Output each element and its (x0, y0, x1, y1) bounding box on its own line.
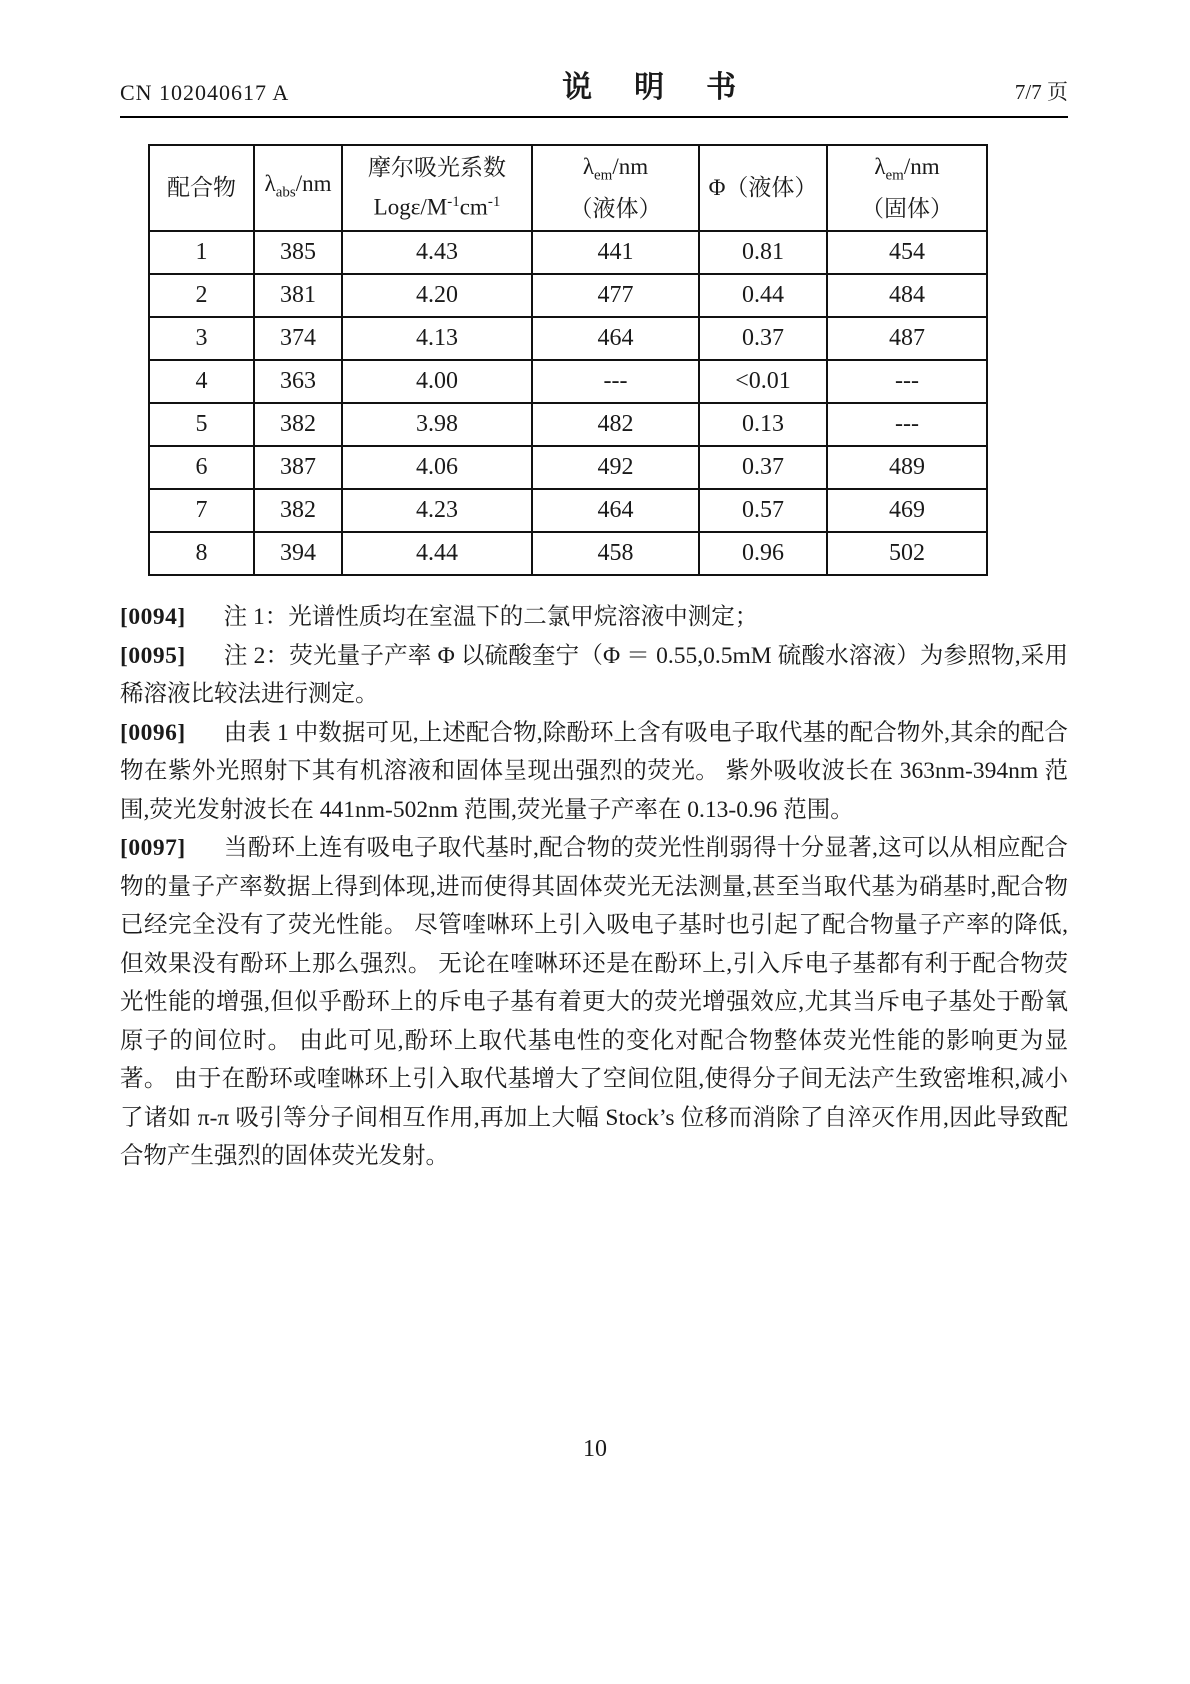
page-number: 10 (583, 1436, 607, 1462)
table-cell: 0.96 (699, 532, 827, 575)
paragraph-0097 (120, 829, 1068, 1176)
molar-sup1: -1 (447, 194, 460, 211)
table-row (149, 317, 987, 360)
table-cell: 3 (149, 317, 254, 360)
em-liquid-base: λ (582, 153, 595, 179)
table-cell: 2 (149, 274, 254, 317)
document-number: CN 102040617 A (120, 80, 290, 105)
table-cell: 482 (532, 403, 699, 446)
em-liquid-unit: /nm (612, 153, 649, 179)
table-cell: 441 (532, 231, 699, 274)
table-row (149, 489, 987, 532)
table-row (149, 446, 987, 489)
table-header-row (149, 145, 987, 231)
document-header (120, 0, 1068, 118)
table-cell: 363 (254, 360, 342, 403)
col-header-compound: 配合物 (149, 145, 254, 231)
molar-sup2: -1 (487, 194, 501, 211)
table-cell: 458 (532, 532, 699, 575)
paragraph-text: 由表 1 中数据可见,上述配合物,除酚环上含有吸电子取代基的配合物外,其余的配合物在紫外光照射下其有机溶液和固体呈现出强烈的荧光。 紫外吸收波长在 363nm-394nm 范围,荧光发射波长在 441nm-502nm 范围,荧光量子产率在 0.13-0.96 范围。 (120, 719, 1068, 823)
table-cell: 502 (827, 532, 987, 575)
table-head (149, 145, 987, 231)
table-cell: 4.23 (342, 489, 532, 532)
paragraph-text: 注 1：光谱性质均在室温下的二氯甲烷溶液中测定； (223, 604, 759, 630)
table-cell: 0.57 (699, 489, 827, 532)
table-cell: 464 (532, 317, 699, 360)
table-cell: 5 (149, 403, 254, 446)
lambda-abs-base: λ (264, 170, 276, 196)
table-body (149, 231, 987, 575)
table-cell: 489 (827, 446, 987, 489)
table-cell: 6 (149, 446, 254, 489)
paragraph-0095 (120, 637, 1068, 714)
table-cell: 382 (254, 403, 342, 446)
table-wrapper (148, 144, 1068, 576)
molar-line2 (347, 185, 527, 225)
spectroscopy-table (148, 144, 988, 576)
molar-cm: cm (459, 194, 488, 220)
paragraph-tag: [0096] (120, 719, 186, 746)
col-header-phi-liquid: Φ（液体） (699, 145, 827, 231)
table-row (149, 360, 987, 403)
table-cell: 454 (827, 231, 987, 274)
table-cell: --- (827, 360, 987, 403)
lambda-abs-sub: abs (275, 184, 296, 201)
paragraph-0094 (120, 598, 1068, 637)
table-cell: 0.37 (699, 317, 827, 360)
col-header-lambda-abs (254, 145, 342, 231)
table-cell: 0.37 (699, 446, 827, 489)
em-liquid-line2: （液体） (569, 196, 662, 222)
em-solid-line1 (832, 150, 982, 193)
table-row (149, 274, 987, 317)
col-header-lambda-em-solid (827, 145, 987, 231)
em-liquid-sub: em (594, 167, 613, 184)
lambda-abs-unit: /nm (295, 170, 332, 196)
molar-log: Logε/M (373, 194, 448, 220)
em-solid-line2: （固体） (861, 196, 953, 222)
em-solid-unit: /nm (903, 153, 940, 179)
table-row (149, 532, 987, 575)
table-cell: 492 (532, 446, 699, 489)
table-cell: 4.20 (342, 274, 532, 317)
table-cell: 381 (254, 274, 342, 317)
table-cell: 4.44 (342, 532, 532, 575)
table-cell: 4.43 (342, 231, 532, 274)
table-cell: --- (827, 403, 987, 446)
table-cell: 484 (827, 274, 987, 317)
em-liquid-line1 (537, 150, 694, 193)
table-cell: 385 (254, 231, 342, 274)
paragraph-text: 当酚环上连有吸电子取代基时,配合物的荧光性削弱得十分显著,这可以从相应配合物的量子产率数据上得到体现,进而使得其固体荧光无法测量,甚至当取代基为硝基时,配合物已经完全没有了荧光性能。 尽管喹啉环上引入吸电子基时也引起了配合物量子产率的降低,但效果没有酚环上那么强烈。 无论在喹啉环还是在酚环上,引入斥电子基都有利于配合物荧光性能的增强,但似乎酚环上的斥电子基有着更大的荧光增强效应,尤其当斥电子基处于酚氧原子的间位时。 由此可见,酚环上取代基电性的变化对配合物整体荧光性能的影响更为显著。 由于在酚环或喹啉环上引入取代基增大了空间位阻,使得分子间无法产生致密堆积,减小了诸如 π-π 吸引等分子间相互作用,再加上大幅 Stock’s 位移而消除了自淬灭作用,因此导致配合物产生强烈的固体荧光发射。 (120, 835, 1068, 1169)
table-cell: 4.13 (342, 317, 532, 360)
col-header-molar-absorptivity (342, 145, 532, 231)
table-cell: 477 (532, 274, 699, 317)
paragraph-0096 (120, 714, 1068, 830)
em-solid-base: λ (874, 153, 886, 179)
table-cell: 7 (149, 489, 254, 532)
table-cell: 3.98 (342, 403, 532, 446)
table-cell: 382 (254, 489, 342, 532)
table-cell: 387 (254, 446, 342, 489)
paragraph-tag: [0097] (120, 835, 186, 861)
em-solid-sub: em (885, 167, 904, 184)
table-cell: 8 (149, 532, 254, 575)
table-cell: 4 (149, 360, 254, 403)
page-content (120, 0, 1068, 1176)
table-cell: 374 (254, 317, 342, 360)
paragraph-text: 注 2：荧光量子产率 Φ 以硫酸奎宁（Φ ＝ 0.55,0.5mM 硫酸水溶液）为参照物,采用稀溶液比较法进行测定。 (120, 642, 1068, 707)
molar-line1: 摩尔吸光系数 (368, 155, 506, 181)
table-cell: --- (532, 360, 699, 403)
table-cell: 464 (532, 489, 699, 532)
page-indicator: 7/7 页 (1014, 80, 1068, 104)
paragraph-tag: [0095] (120, 642, 186, 669)
col-header-lambda-em-liquid (532, 145, 699, 231)
table-row (149, 231, 987, 274)
table-cell: 469 (827, 489, 987, 532)
table-row (149, 403, 987, 446)
paragraph-tag: [0094] (120, 604, 186, 630)
table-cell: 394 (254, 532, 342, 575)
table-cell: 4.00 (342, 360, 532, 403)
document-title: 说 明 书 (562, 71, 743, 104)
table-cell: 0.81 (699, 231, 827, 274)
table-cell: <0.01 (699, 360, 827, 403)
body-text (120, 598, 1068, 1176)
table-cell: 1 (149, 231, 254, 274)
table-cell: 0.13 (699, 403, 827, 446)
table-cell: 0.44 (699, 274, 827, 317)
table-cell: 487 (827, 317, 987, 360)
table-cell: 4.06 (342, 446, 532, 489)
